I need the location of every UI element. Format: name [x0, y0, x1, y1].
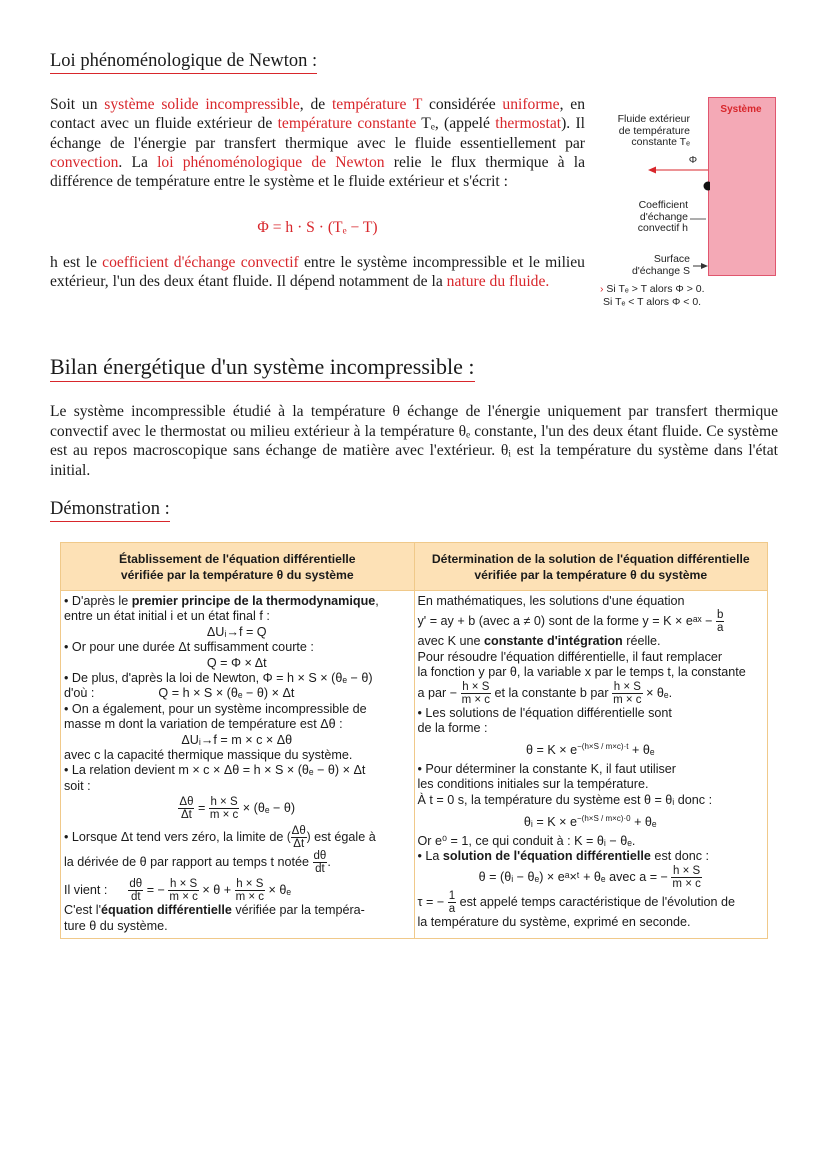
demonstration-table: [60, 542, 768, 939]
fluid-label: Fluide extérieur de température constante Tₑ: [617, 113, 690, 148]
system-label: Système: [720, 104, 762, 115]
coefficient-label: Coefficient d'échange convectif h: [637, 199, 688, 234]
newton-paragraph: Soit un système solide incompressible, de température T considérée uniforme, en contact avec un fluide extérieur de température constante Tₑ, (appelé thermostat). Il échange de l'énergie par transfert thermique avec le fluide essentiellement par convection. La loi phénoménologique de Newton relie le flux thermique à la différence de température entre le système et le fluide extérieur et s'écrit :: [50, 96, 586, 191]
section-title-demonstration: Démonstration :: [50, 498, 170, 522]
chevron-right-icon: ›: [600, 283, 604, 295]
surface-arrow: [693, 263, 708, 269]
system-box: [708, 97, 776, 276]
table-cell-right: En mathématiques, les solutions d'une équation y' = ay + b (avec a ≠ 0) sont de la forme y = K × eᵃˣ − $\frac{b}{a}$ avec K une constante d'intégration réelle. Pour résoudre l'équation différentielle, il faut remplacer la fonction y par θ, la variable x par le temps t, la constante a par − $\frac{h \times S}{m \times c}$ et la constante b par $\frac{h \times S}{m \times c}$ × θₑ. • Les solutions de l'équation différentielle sont de la forme : $\theta = K \times e^{-(h\times S / m\times c)\cdot t} + \theta_e$ • Pour déterminer la constante K, il faut utiliser les conditions initiales sur la température. À t = 0 s, la température du système est θ = θᵢ donc : θᵢ = $K \times e^{-(h\times S / m\times c)\cdot 0} + \theta_e$ Or e⁰ = 1, ce qui conduit à : K = θᵢ − θₑ. • La solution de l'équation différentielle est donc : θ = (θᵢ − θₑ) × eᵃ×ᵗ + θₑ avec a = − $\frac{h \times S}{m \times c}$ τ = − $\frac{1}{a}$ est appelé temps caractéristique de l'évolution de la température du système, exprimé en seconde.: [414, 591, 768, 939]
contact-point: [704, 182, 711, 191]
surface-label: Surface d'échange S: [631, 253, 690, 277]
table-header-left: Établissement de l'équation différentielle vérifiée par la température θ du système: [61, 543, 415, 591]
section-title-bilan: Bilan énergétique d'un système incompressible :: [50, 354, 475, 382]
phi-label: Φ: [688, 154, 698, 166]
newton-formula: Φ = h · S · (Tₑ − T): [257, 219, 378, 236]
bilan-paragraph: Le système incompressible étudié à la température θ échange de l'énergie uniquement par transfert thermique convectif avec le thermostat ou milieu extérieur à la température θₑ constante, l'un des deux étant fluide. Ce système est au repos macroscopique sans échange de matière avec l'extérieur. θᵢ est la température du système dans l'état initial.: [50, 403, 778, 479]
coefficient-paragraph: h est le coefficient d'échange convectif entre le système incompressible et le milieu extérieur, l'un des deux étant fluide. Il dépend notamment de la nature du fluide.: [50, 254, 585, 291]
section-title-newton: Loi phénoménologique de Newton :: [50, 50, 317, 74]
flux-arrow: [648, 167, 708, 174]
table-cell-left: • D'après le premier principe de la thermodynamique, entre un état initial i et un état final f : ΔUᵢ→f = Q • Or pour une durée Δt suffisamment courte : Q = Φ × Δt • De plus, d'après la loi de Newton, Φ = h × S × (θₑ − θ) d'où : Q = h × S × (θₑ − θ) × Δt • On a également, pour un système incompressible de masse m dont la variation de température est Δθ : ΔUᵢ→f = m × c × Δθ avec c la capacité thermique massique du système. • La relation devient m × c × Δθ = h × S × (θₑ − θ) × Δt soit : $\frac{\Delta\theta}{\Delta t}$ = $\frac{h \times S}{m \times c}$ × (θₑ − θ) • Lorsque Δt tend vers zéro, la limite de ( $\frac{\Delta\theta}{\Delta t}$ ) est égale à la dérivée de θ par rapport au temps t notée $\frac{d\theta}{dt}$ . Il vient : $\frac{d\theta}{dt}$ = − $\frac{h \times S}{m \times c}$ × θ + $\frac{h \times S}{m \times c}$ × θₑ C'est l'équation différentielle vérifiée par la tempéra- ture θ du système.: [61, 591, 415, 939]
sign-conditions: › Si Tₑ > T alors Φ > 0. Si Tₑ < T alors Φ < 0.: [600, 283, 705, 308]
table-header-right: Détermination de la solution de l'équation différentielle vérifiée par la température θ du système: [414, 543, 768, 591]
